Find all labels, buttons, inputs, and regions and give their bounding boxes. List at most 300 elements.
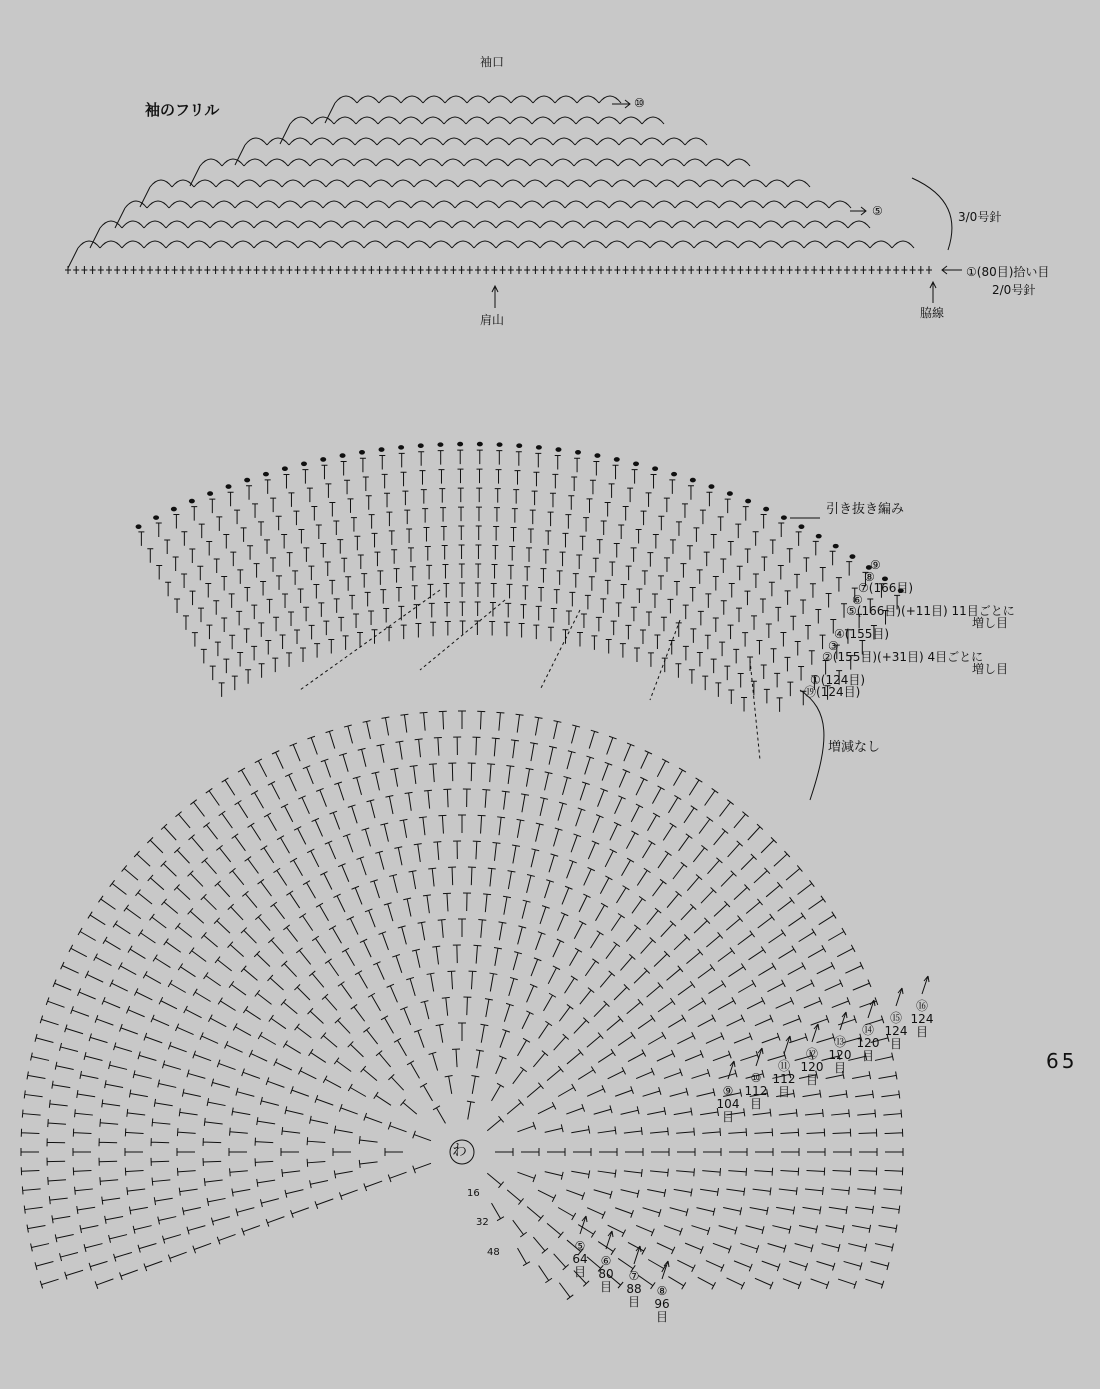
dc-stitch <box>654 951 670 966</box>
dc-stitch <box>85 971 103 982</box>
sc-stitch <box>795 266 801 274</box>
dc-stitch <box>588 841 599 859</box>
dc-stitch <box>477 711 485 729</box>
row-label-mark: ⑨ <box>722 1084 734 1098</box>
dc-stitch <box>427 973 435 991</box>
dc-stitch <box>174 599 180 613</box>
dc-stitch <box>670 540 676 554</box>
chain-arch <box>354 159 376 166</box>
dc-stitch <box>650 1127 668 1135</box>
dc-stitch <box>584 867 595 885</box>
dc-stitch <box>669 480 675 494</box>
dc-stitch <box>228 492 234 506</box>
sc-stitch <box>828 266 834 274</box>
dc-stitch <box>344 480 350 494</box>
dc-stitch <box>558 1084 576 1096</box>
dc-stitch <box>593 815 604 833</box>
dc-stitch <box>723 1207 741 1215</box>
dc-stitch <box>508 871 516 889</box>
dc-stitch <box>88 912 105 925</box>
chain-arch <box>144 221 166 228</box>
chain-arch <box>465 138 487 145</box>
chain-arch <box>662 159 684 166</box>
sc-stitch <box>582 266 588 274</box>
dc-stitch <box>193 1051 211 1061</box>
dc-stitch <box>307 849 319 867</box>
chain-arch <box>738 221 760 228</box>
dc-stitch <box>638 1015 655 1029</box>
dc-stitch <box>334 1170 352 1178</box>
dc-stitch <box>787 682 793 696</box>
slip-stitch <box>746 499 751 503</box>
dc-stitch <box>885 1129 903 1137</box>
dc-stitch <box>293 511 299 525</box>
dc-stitch <box>734 1033 752 1043</box>
dc-stitch <box>109 1061 127 1069</box>
sc-stitch <box>869 266 875 274</box>
dc-stitch <box>405 792 413 810</box>
dc-stitch <box>61 962 79 973</box>
dc-stitch <box>657 1050 675 1061</box>
dc-stitch <box>753 1187 771 1195</box>
row-arrow <box>922 976 929 994</box>
row-label-n: 120 <box>856 1036 880 1050</box>
dc-stitch <box>242 891 257 907</box>
dc-stitch <box>161 861 177 876</box>
chain-arch <box>716 241 738 248</box>
dc-stitch <box>516 452 522 466</box>
dc-stitch <box>780 1168 798 1176</box>
sc-stitch <box>229 266 235 274</box>
low-round-label-3 <box>649 1285 675 1324</box>
sc-stitch <box>565 266 571 274</box>
dc-stitch <box>429 764 437 782</box>
dc-stitch <box>544 993 556 1011</box>
dc-stitch <box>208 1015 226 1027</box>
dc-stitch <box>833 1129 851 1137</box>
dc-stitch <box>363 477 369 491</box>
sc-stitch <box>106 266 112 274</box>
dc-stitch <box>478 920 486 938</box>
dc-stitch <box>373 962 384 980</box>
slip-stitch <box>263 472 268 476</box>
dc-stitch <box>580 988 594 1005</box>
dc-stitch <box>552 474 558 488</box>
dc-stitch <box>77 1206 95 1214</box>
row-label-mark: ⑩ <box>750 1071 762 1085</box>
dc-stitch <box>706 492 712 506</box>
chain-arch <box>364 221 386 228</box>
chain-arch <box>166 241 188 248</box>
dc-stitch <box>174 884 190 899</box>
chain-arch <box>288 159 310 166</box>
dc-stitch <box>337 540 343 554</box>
dc-stitch <box>789 1033 807 1042</box>
dc-stitch <box>596 903 608 921</box>
dc-stitch <box>103 937 121 950</box>
yoke-row-mark: ⑧ <box>864 569 875 584</box>
dc-stitch <box>531 849 539 867</box>
dc-stitch <box>265 480 271 494</box>
dc-stitch <box>832 997 850 1007</box>
dc-stitch <box>618 1032 635 1045</box>
dc-stitch <box>677 1148 695 1156</box>
dc-stitch <box>594 1001 609 1017</box>
dc-stitch <box>676 1128 694 1136</box>
dc-stitch <box>161 824 176 840</box>
sc-stitch <box>213 266 219 274</box>
sc-stitch <box>81 266 87 274</box>
dc-stitch <box>71 1006 89 1016</box>
dc-stitch <box>333 894 344 912</box>
dc-stitch <box>785 591 791 605</box>
dc-stitch <box>122 865 138 880</box>
dc-stitch <box>652 594 658 608</box>
dc-stitch <box>762 1033 780 1043</box>
dc-stitch <box>27 1071 45 1079</box>
dc-stitch <box>182 1207 200 1215</box>
yoke-row-text: (124目) <box>816 684 861 699</box>
dc-stitch <box>540 569 546 583</box>
dc-stitch <box>391 768 399 786</box>
dc-stitch <box>550 493 556 507</box>
dc-stitch <box>685 1050 703 1061</box>
dc-stitch <box>99 1158 117 1166</box>
dc-stitch <box>641 938 656 954</box>
dc-stitch <box>820 635 826 649</box>
dc-stitch <box>148 875 164 890</box>
dc-stitch <box>783 1015 801 1025</box>
chain-arch <box>489 96 511 103</box>
chain-arch <box>826 221 848 228</box>
dc-stitch <box>585 756 594 774</box>
dc-stitch <box>611 913 624 930</box>
dc-stitch <box>527 1207 543 1222</box>
chain-arch <box>376 159 398 166</box>
chain-arch <box>452 221 474 228</box>
dc-stitch <box>238 768 250 786</box>
sc-stitch <box>204 266 210 274</box>
chain-arch <box>335 96 357 103</box>
dc-stitch <box>728 841 743 857</box>
dc-stitch <box>663 823 676 840</box>
dc-stitch <box>296 948 310 965</box>
dc-stitch <box>463 893 471 911</box>
dc-stitch <box>244 587 250 601</box>
chain-arch <box>511 96 533 103</box>
dc-stitch <box>528 529 534 543</box>
dc-stitch <box>458 815 466 833</box>
sc-stitch <box>541 266 547 274</box>
dc-stitch <box>302 470 308 484</box>
dc-stitch <box>579 894 590 912</box>
dc-stitch <box>476 526 482 540</box>
slip-stitch <box>536 446 541 450</box>
sc-stitch <box>237 266 243 274</box>
dc-stitch <box>414 605 420 619</box>
dc-stitch <box>341 461 347 475</box>
dc-stitch <box>685 1243 703 1254</box>
dc-stitch <box>601 521 607 535</box>
dc-stitch <box>235 800 248 817</box>
chain-arch <box>452 241 474 248</box>
chain-arch <box>521 201 543 208</box>
dc-stitch <box>420 712 428 730</box>
dc-stitch <box>286 653 292 667</box>
dc-stitch <box>255 1158 273 1166</box>
dc-stitch <box>562 533 568 547</box>
dc-stitch <box>748 824 763 840</box>
dc-stitch <box>577 633 583 647</box>
slip-stitch <box>321 458 326 462</box>
dc-stitch <box>805 1187 823 1195</box>
dc-stitch <box>673 862 687 879</box>
count-48: 48 <box>487 1247 500 1258</box>
chain-arch <box>694 241 716 248</box>
dc-stitch <box>241 966 257 981</box>
dc-stitch <box>875 1244 893 1252</box>
dc-stitch <box>805 1109 823 1117</box>
dc-stitch <box>667 966 683 981</box>
chain-arch <box>401 96 423 103</box>
dc-stitch <box>547 1223 563 1238</box>
circle-chart <box>21 711 903 1300</box>
chain-arch <box>279 201 301 208</box>
dc-stitch <box>587 499 593 513</box>
dc-stitch <box>634 968 650 983</box>
sc-stitch <box>270 266 276 274</box>
dc-stitch <box>702 676 708 690</box>
dc-stitch <box>702 1128 720 1136</box>
dc-stitch <box>517 819 525 837</box>
slip-stitch <box>781 516 786 520</box>
dc-stitch <box>845 962 863 973</box>
dc-stitch <box>548 627 554 641</box>
dc-stitch <box>811 1015 829 1025</box>
dc-stitch <box>602 762 612 780</box>
dc-stitch <box>527 1083 543 1098</box>
dc-stitch <box>188 908 204 923</box>
dc-stitch <box>621 1106 639 1114</box>
dc-stitch <box>120 1024 138 1034</box>
dc-stitch <box>610 822 621 840</box>
dc-stitch <box>460 621 466 635</box>
dc-stitch <box>282 594 288 608</box>
high-round-label-3 <box>799 1048 825 1087</box>
dc-stitch <box>206 542 212 556</box>
slip-stitch <box>850 555 855 559</box>
row-label-n: 88 <box>626 1282 642 1296</box>
slip-stitch <box>226 485 231 489</box>
dc-stitch <box>772 1226 790 1234</box>
dc-stitch <box>201 649 207 663</box>
dc-stitch <box>536 606 542 620</box>
dc-stitch <box>769 930 786 943</box>
dc-stitch <box>421 490 427 504</box>
dc-stitch <box>624 743 635 761</box>
dc-stitch <box>138 930 155 943</box>
dc-stitch <box>459 564 465 578</box>
dc-stitch <box>114 1252 132 1261</box>
dc-stitch <box>555 456 561 470</box>
dc-stitch <box>298 589 304 603</box>
dc-stitch <box>762 1261 780 1271</box>
dc-stitch <box>102 997 120 1008</box>
dc-stitch <box>817 962 835 974</box>
dc-stitch <box>151 1138 169 1146</box>
dc-stitch <box>189 835 204 851</box>
dc-stitch <box>535 717 543 735</box>
chain-arch <box>628 241 650 248</box>
chain-arch <box>618 159 640 166</box>
center-ring-label: わ <box>452 1141 468 1159</box>
dc-stitch <box>377 571 383 585</box>
dc-stitch <box>520 605 526 619</box>
dc-stitch <box>419 817 427 835</box>
yoke-row-mark: ⑲ <box>804 684 817 699</box>
dc-stitch <box>668 1015 685 1028</box>
dc-stitch <box>511 740 519 758</box>
sc-stitch <box>778 266 784 274</box>
row-arrow <box>728 1061 735 1079</box>
dc-stitch <box>48 1119 66 1127</box>
dc-stitch <box>55 1062 73 1070</box>
dc-stitch <box>77 1090 95 1098</box>
sc-stitch <box>278 266 284 274</box>
dc-stitch <box>199 524 205 538</box>
dc-stitch <box>496 470 502 484</box>
dc-stitch <box>459 602 465 616</box>
dc-stitch <box>218 998 235 1011</box>
dc-stitch <box>567 1049 583 1064</box>
dc-stitch <box>352 886 362 904</box>
dc-stitch <box>677 1032 695 1044</box>
dc-stitch <box>607 736 617 754</box>
dc-stitch <box>761 557 767 571</box>
dc-stitch <box>475 602 481 616</box>
chain-arch <box>546 180 568 187</box>
dc-stitch <box>674 1189 692 1197</box>
chain-arch <box>455 201 477 208</box>
dc-stitch <box>728 625 734 639</box>
dc-stitch <box>173 557 179 571</box>
dc-stitch <box>504 1003 513 1021</box>
dc-stitch <box>539 1021 552 1038</box>
chain-arch <box>719 201 741 208</box>
dc-stitch <box>495 489 501 503</box>
dc-stitch <box>753 532 759 546</box>
dc-stitch <box>795 1244 813 1253</box>
row1-note: ①(80目)拾い目 <box>966 265 1050 279</box>
chain-arch <box>587 201 609 208</box>
dc-stitch <box>807 1167 825 1175</box>
dc-stitch <box>52 1215 70 1223</box>
dc-stitch <box>124 905 141 919</box>
dc-stitch <box>320 543 326 557</box>
dc-stitch <box>615 796 626 814</box>
row-label-mark: ⑯ <box>915 999 928 1013</box>
dc-stitch <box>251 646 257 660</box>
dc-stitch <box>232 1108 250 1116</box>
chain-arch <box>254 241 276 248</box>
chain-arch <box>379 96 401 103</box>
dc-stitch <box>540 906 550 924</box>
dc-stitch <box>259 664 265 678</box>
chain-arch <box>577 96 599 103</box>
dc-stitch <box>567 751 576 769</box>
dc-stitch <box>270 498 276 512</box>
sc-stitch <box>418 266 424 274</box>
sc-stitch <box>385 266 391 274</box>
dc-stitch <box>281 999 297 1014</box>
dc-stitch <box>60 1043 78 1051</box>
chain-arch <box>533 96 555 103</box>
dc-stitch <box>778 565 784 579</box>
dc-stitch <box>102 1099 120 1107</box>
dc-stitch <box>312 936 325 953</box>
dc-stitch <box>295 1024 312 1038</box>
dc-stitch <box>89 1034 107 1043</box>
chain-arch <box>122 241 144 248</box>
dc-stitch <box>285 1106 303 1114</box>
dc-stitch <box>674 581 680 595</box>
dc-stitch <box>365 592 371 606</box>
dc-stitch <box>358 748 366 766</box>
dc-stitch <box>325 959 339 976</box>
dc-stitch <box>382 474 388 488</box>
sc-stitch <box>746 266 752 274</box>
dc-stitch <box>664 498 670 512</box>
sc-stitch <box>180 266 186 274</box>
dc-stitch <box>697 570 703 584</box>
dc-stitch <box>342 948 354 966</box>
dc-stitch <box>494 508 500 522</box>
dc-stitch <box>554 721 562 739</box>
dc-stitch <box>100 1177 118 1185</box>
chain-arch <box>238 180 260 187</box>
chain-arch <box>169 201 191 208</box>
sc-stitch <box>910 266 916 274</box>
dc-stitch <box>400 714 408 732</box>
dc-stitch <box>883 1110 901 1118</box>
high-round-label-5 <box>855 1024 881 1063</box>
dc-stitch <box>255 759 267 777</box>
chain-arch <box>672 221 694 228</box>
chain-arch <box>555 96 577 103</box>
dc-stitch <box>244 629 250 643</box>
sc-stitch <box>295 266 301 274</box>
dc-stitch <box>608 1067 626 1079</box>
dc-stitch <box>822 1244 840 1252</box>
dc-stitch <box>846 562 852 576</box>
dc-stitch <box>232 1189 250 1197</box>
dc-stitch <box>151 1158 169 1166</box>
dc-stitch <box>767 980 785 992</box>
dc-stitch <box>774 851 790 866</box>
dc-stitch <box>254 951 270 966</box>
dc-stitch <box>558 1208 576 1220</box>
dc-stitch <box>643 1087 661 1096</box>
chain-arch <box>697 201 719 208</box>
dc-stitch <box>760 599 766 613</box>
dc-stitch <box>242 1226 260 1236</box>
dc-stitch <box>642 841 655 858</box>
dc-stitch <box>682 504 688 518</box>
dc-stitch <box>653 534 659 548</box>
dc-stitch <box>620 954 635 970</box>
row-label-mark: ⑭ <box>861 1023 874 1037</box>
dc-stitch <box>641 751 652 769</box>
